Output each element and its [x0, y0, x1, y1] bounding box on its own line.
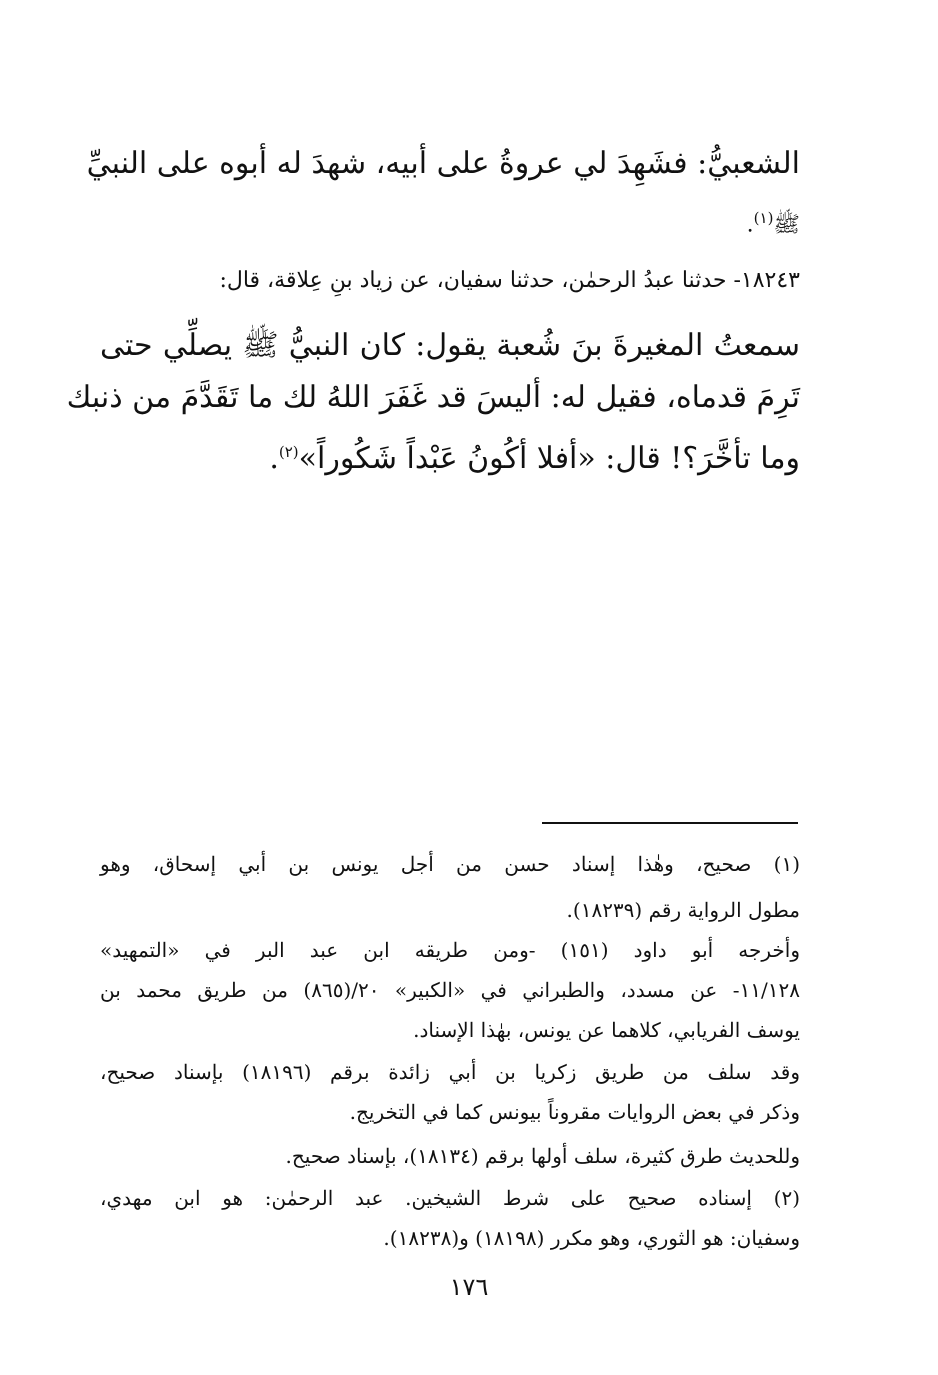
main-text-line-1-content: الشعبيُّ: فشَهِدَ لي عروةُ على أبيه، شهدَ له أبوه على النبيِّ — [86, 146, 800, 181]
footnote-ref-2: (٢) — [278, 443, 299, 461]
footnote-line-2: مطول الرواية رقم (١٨٢٣٩). — [566, 898, 800, 922]
page-number: ١٧٦ — [449, 1273, 489, 1301]
main-text-line-3-content: سمعتُ المغيرةَ بنَ شُعبة يقول: كان النبيُّ ﷺ يصلِّي حتى — [100, 328, 800, 363]
hadith-number-line — [100, 264, 800, 298]
footnote-line-8: وللحديث طرق كثيرة، سلف أولها برقم (١٨١٣٤)، بإسناد صحيح. — [285, 1144, 800, 1168]
footnote-line-5: يوسف الفريابي، كلاهما عن يونس، بهٰذا الإسناد. — [413, 1018, 800, 1042]
footnote-line-1: (١) صحيح، وهٰذا إسناد حسن من أجل يونس بن أبي إسحاق، وهو — [100, 852, 800, 876]
main-text-line-1 — [86, 136, 800, 192]
main-text-line-4 — [66, 370, 800, 426]
footnote-line-4: ١١/١٢٨- عن مسدد، والطبراني في «الكبير» ٢٠/(٨٦٥) من طريق محمد بن — [100, 978, 801, 1002]
main-text-line-4-content: تَرِمَ قدماه، فقيل له: أليسَ قد غَفَرَ اللهُ لك ما تَقَدَّمَ من ذنبك — [66, 380, 800, 415]
main-text-line-2-end: . — [746, 212, 754, 238]
footnote-ref-1: (١) — [753, 209, 774, 227]
footnote-divider — [542, 822, 798, 824]
footnote-line-7: وذكر في بعض الروايات مقروناً بيونس كما في التخريج. — [349, 1100, 800, 1124]
footnote-line-6: وقد سلف من طريق زكريا بن أبي زائدة برقم (١٨١٩٦) بإسناد صحيح، — [100, 1060, 800, 1084]
footnote-line-10: وسفيان: هو الثوري، وهو مكرر (١٨١٩٨) و(١٨٢٣٨). — [383, 1226, 800, 1250]
main-text-line-5-content: وما تأخَّرَ؟! قال: «أفلا أكُونُ عَبْداً شَكُوراً» — [298, 441, 800, 476]
hadith-number-line-content: ١٨٢٤٣- حدثنا عبدُ الرحمٰن، حدثنا سفيان، عن زياد بنِ عِلاقة، قال: — [219, 268, 800, 293]
main-text-line-2 — [100, 190, 800, 253]
main-text-line-3 — [100, 318, 800, 374]
footnote-line-9: (٢) إسناده صحيح على شرط الشيخين. عبد الرحمٰن: هو ابن مهدي، — [100, 1186, 800, 1210]
salutation-glyph: ﷺ — [773, 212, 800, 238]
main-text-line-5 — [100, 424, 800, 487]
footnote-line-3: وأخرجه أبو داود (١٥١) -ومن طريقه ابن عبد البر في «التمهيد» — [100, 938, 800, 962]
main-text-line-5-end: . — [269, 441, 279, 476]
